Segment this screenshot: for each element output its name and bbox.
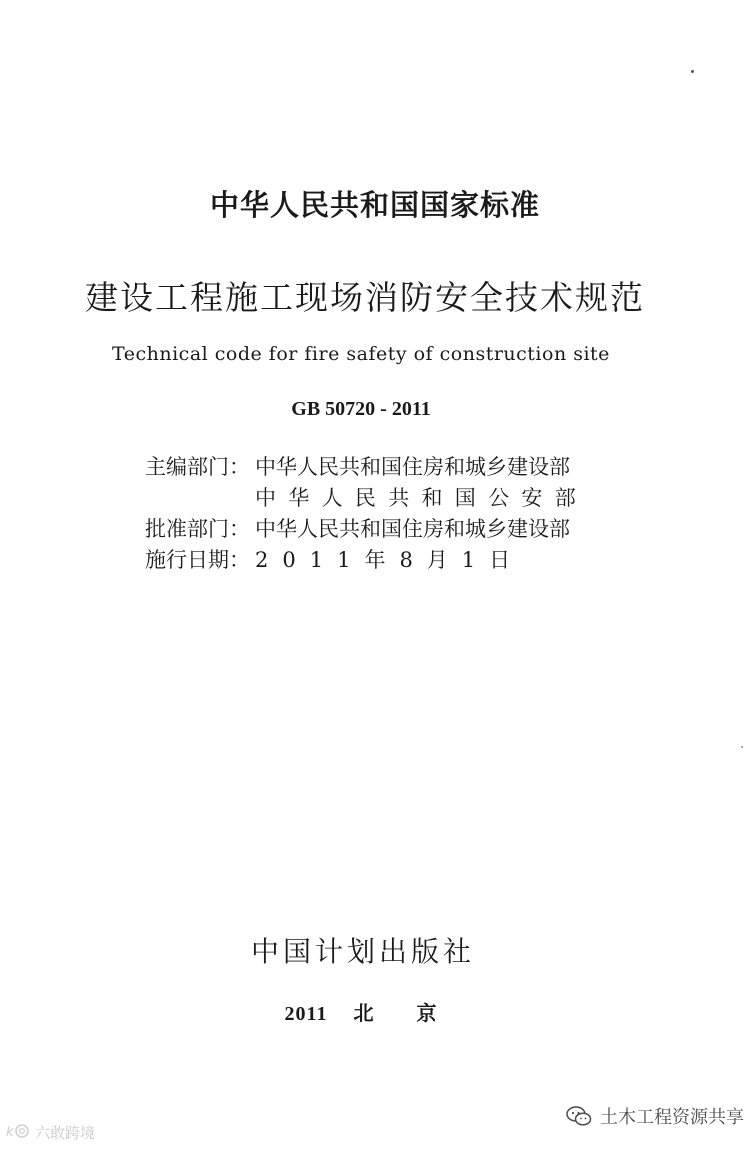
colon: ： <box>229 517 250 541</box>
editor-label-text: 主编部门 <box>145 455 229 479</box>
approver-label-text: 批准部门 <box>145 517 229 541</box>
editor-row-2 <box>145 483 588 514</box>
approver-label <box>145 514 255 545</box>
wechat-icon <box>566 1105 592 1127</box>
scan-speck <box>691 70 694 73</box>
publication-line <box>0 997 722 1026</box>
svg-text:k: k <box>6 1124 14 1139</box>
effective-date: 2011年8月1日 <box>255 548 525 572</box>
watermark-right <box>566 1103 744 1129</box>
date-row <box>145 545 588 576</box>
watermark-left-text: 六敢跨境 <box>35 1124 96 1142</box>
approver: 中华人民共和国住房和城乡建设部 <box>255 517 570 541</box>
info-block <box>145 452 588 576</box>
colon: ： <box>229 455 250 479</box>
publisher: 中国计划出版社 <box>250 935 475 968</box>
series-title: 中华人民共和国国家标准 <box>209 188 540 222</box>
editor-line1: 中华人民共和国住房和城乡建设部 <box>255 455 570 479</box>
date-label-text: 施行日期 <box>145 548 229 572</box>
publication-city-1: 北 <box>353 1003 375 1025</box>
editor-label <box>145 452 255 483</box>
editor-line2: 中华人民共和国公安部 <box>255 486 588 510</box>
publication-city-2: 京 <box>416 1003 438 1025</box>
main-title: 建设工程施工现场消防安全技术规范 <box>85 278 645 317</box>
publication-year: 2011 <box>284 1003 328 1025</box>
colon: ： <box>229 548 250 572</box>
editor-row <box>145 452 588 483</box>
watermark-right-text: 土木工程资源共享 <box>600 1107 744 1128</box>
watermark-left <box>6 1122 95 1143</box>
standard-code: GB 50720 - 2011 <box>291 398 431 420</box>
date-label <box>145 545 255 576</box>
blank-label <box>145 483 255 514</box>
approver-row <box>145 514 588 545</box>
english-title: Technical code for fire safety of construction site <box>112 343 610 365</box>
scan-speck <box>741 746 743 748</box>
cc-logo-icon <box>6 1123 32 1143</box>
